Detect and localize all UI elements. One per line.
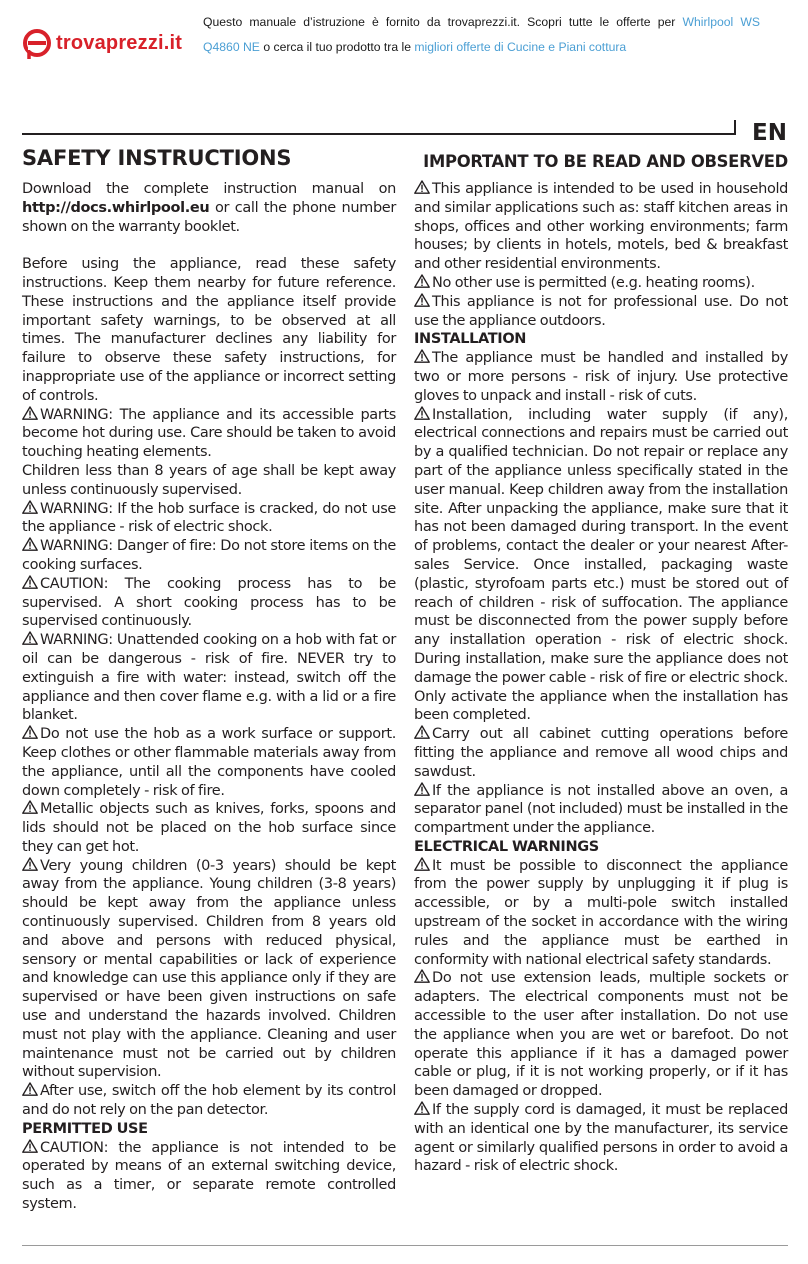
warning-item [22,1139,396,1214]
section-heading-permitted-use: PERMITTED USE [22,1120,148,1137]
warning-item [414,180,788,274]
warning-text: Installation, including water supply (if any), electrical connections and repairs must be carried out by a qualified technician. Do not repair or replace any part of the appliance unless specifically stated in the user manual. Keep children away from the installation site. After unpacking the appliance, make sure that it has not been damaged during transport. In the event of problems, contact the dealer or your nearest After-sales Service. Once installed, packaging waste (plastic, styrofoam parts etc.) must be stored out of reach of children - risk of suffocation. The appliance must be disconnected from the power supply before any installation operation - risk of electric shock. During installation, make sure the appliance does not damage the power cable - risk of fire or electric shock. Only activate the appliance when the installation has been completed. [414,406,788,724]
warning-icon [414,1101,430,1115]
warning-text: WARNING: Danger of fire: Do not store items on the cooking surfaces. [22,538,396,573]
banner-text: Questo manuale d’istruzione è fornito da trovaprezzi.it. Scopri tutte le offerte per [203,15,676,29]
warning-icon [22,857,38,871]
warning-icon [414,406,430,420]
warning-item [414,1101,788,1176]
docs-link[interactable]: http://docs.whirlpool.eu [22,199,210,216]
intro-paragraph [22,180,396,236]
warning-text: Very young children (0-3 years) should be kept away from the appliance. Young children (3-8 years) should be kept away from the appliance unless continuously supervised. Children from 8 years old and above and persons with reduced physical, sensory or mental capabilities or lack of experience and knowledge can use this appliance only if they are supervised or have been given instructions on safe use and understand the hazards involved. Children must not play with the appliance. Cleaning and user maintenance must not be carried out by children without supervision. [22,857,396,1081]
language-tab-divider [734,120,736,135]
warning-text: This appliance is intended to be used in household and similar applications such as: staff kitchen areas in shops, offices and other working environments; farm houses; by clients in hotels, motels, bed & breakfast and other residential environments. [414,181,788,273]
warning-icon [414,782,430,796]
left-column [22,180,396,1214]
warning-item [22,631,396,725]
section-heading-electrical-warnings: ELECTRICAL WARNINGS [414,838,599,855]
warning-item [22,725,396,800]
warning-item [22,575,396,631]
warning-item [22,1082,396,1120]
paragraph-gap [22,236,396,255]
banner-line-2 [203,40,760,54]
warning-text: Carry out all cabinet cutting operations before fitting the appliance and remove all wood chips and sawdust. [414,726,788,780]
warning-item [22,800,396,856]
warning-icon [414,349,430,363]
warning-text: It must be possible to disconnect the appliance from the power supply by unplugging it if plug is accessible, or by a multi-pole switch installed upstream of the socket in accordance with the wiring rules and the appliance must be earthed in conformity with national electrical safety standards. [414,857,788,968]
warning-text: WARNING: Unattended cooking on a hob with fat or oil can be dangerous - risk of fire. NEVER try to extinguish a fire with water: instead, switch off the appliance and then cover flame e.g. with a lid or a fire blanket. [22,632,396,724]
language-code: EN [752,120,787,146]
warning-item [414,725,788,781]
warning-item [414,857,788,970]
warning-icon [414,180,430,194]
warning-icon [22,406,38,420]
banner-text: o cerca il tuo prodotto tra le [263,40,411,54]
logo-text: trovaprezzi.it [56,31,183,54]
product-link[interactable]: Whirlpool WS [682,15,760,29]
header-rule [22,133,734,135]
trovaprezzi-logo[interactable] [20,26,182,60]
intro-text-end: or call the phone number shown on the warranty booklet. [22,199,396,235]
warning-icon [22,500,38,514]
warning-item [414,406,788,726]
warning-icon [414,857,430,871]
warning-text: If the appliance is not installed above an oven, a separator panel (not included) must be installed in the compartment under the appliance. [414,782,788,837]
page-subtitle: IMPORTANT TO BE READ AND OBSERVED [423,152,788,171]
warning-text: WARNING: The appliance and its accessible parts become hot during use. Care should be taken to avoid touching heating elements. [22,406,396,461]
paragraph: Children less than 8 years of age shall be kept away unless continuously supervised. [22,462,396,498]
warning-text: This appliance is not for professional use. Do not use the appliance outdoors. [414,293,788,329]
warning-icon [22,1082,38,1096]
intro-text: Download the complete instruction manual on [22,181,396,197]
right-column [414,180,788,1176]
warning-icon [22,631,38,645]
warning-text: Metallic objects such as knives, forks, spoons and lids should not be placed on the hob surface since they can get hot. [22,801,396,855]
warning-icon [22,800,38,814]
section-heading-installation: INSTALLATION [414,331,527,348]
warning-text: If the supply cord is damaged, it must be replaced with an identical one by the manufacturer, its service agent or similarly qualified persons in order to avoid a hazard - risk of electric shock. [414,1102,788,1175]
warning-item [22,406,396,462]
warning-icon [414,293,430,307]
product-link-continued[interactable]: Q4860 NE [203,40,260,54]
warning-icon [414,969,430,983]
warning-item [414,349,788,405]
warning-item [22,537,396,575]
paragraph: Before using the appliance, read these safety instructions. Keep them nearby for future reference. These instructions and the appliance itself provide important safety warnings, to be observed at all times. The manufacturer declines any liability for failure to observe these safety instructions, for inappropriate use of the appliance or incorrect setting of controls. [22,256,396,404]
warning-icon [22,1139,38,1153]
warning-item [414,969,788,1101]
warning-icon [414,725,430,739]
warning-text: No other use is permitted (e.g. heating rooms). [432,274,755,291]
warning-text: After use, switch off the hob element by its control and do not rely on the pan detector. [22,1083,396,1119]
warning-text: CAUTION: the appliance is not intended to be operated by means of an external switching device, such as a timer, or separate remote controlled system. [22,1139,396,1213]
warning-text: WARNING: If the hob surface is cracked, do not use the appliance - risk of electric shock. [22,500,396,536]
warning-icon [22,537,38,551]
warning-icon [22,575,38,589]
warning-icon [414,274,430,288]
warning-text: Do not use the hob as a work surface or support. Keep clothes or other flammable materials away from the appliance, until all the components have cooled down completely - risk of fire. [22,726,396,799]
page-title: SAFETY INSTRUCTIONS [22,146,292,170]
warning-text: Do not use extension leads, multiple sockets or adapters. The electrical components must not be accessible to the user after installation. Do not use the appliance when you are wet or barefoot. Do not operate this appliance if it has a damaged power cable or plug, if it is not working properly, or if it has been damaged or dropped. [414,970,788,1100]
offers-link[interactable]: migliori offerte di Cucine e Piani cottura [414,40,627,54]
warning-item [414,782,788,838]
trovaprezzi-logo-icon [20,26,54,60]
warning-item [414,293,788,331]
warning-text: The appliance must be handled and installed by two or more persons - risk of injury. Use protective gloves to unpack and install - risk of cuts. [414,350,788,404]
warning-item [414,274,788,293]
warning-item [22,857,396,1083]
warning-item [22,500,396,538]
footer-rule [22,1245,788,1246]
warning-icon [22,725,38,739]
warning-text: CAUTION: The cooking process has to be supervised. A short cooking process has to be supervised continuously. [22,575,396,630]
banner-line-1 [203,15,760,29]
